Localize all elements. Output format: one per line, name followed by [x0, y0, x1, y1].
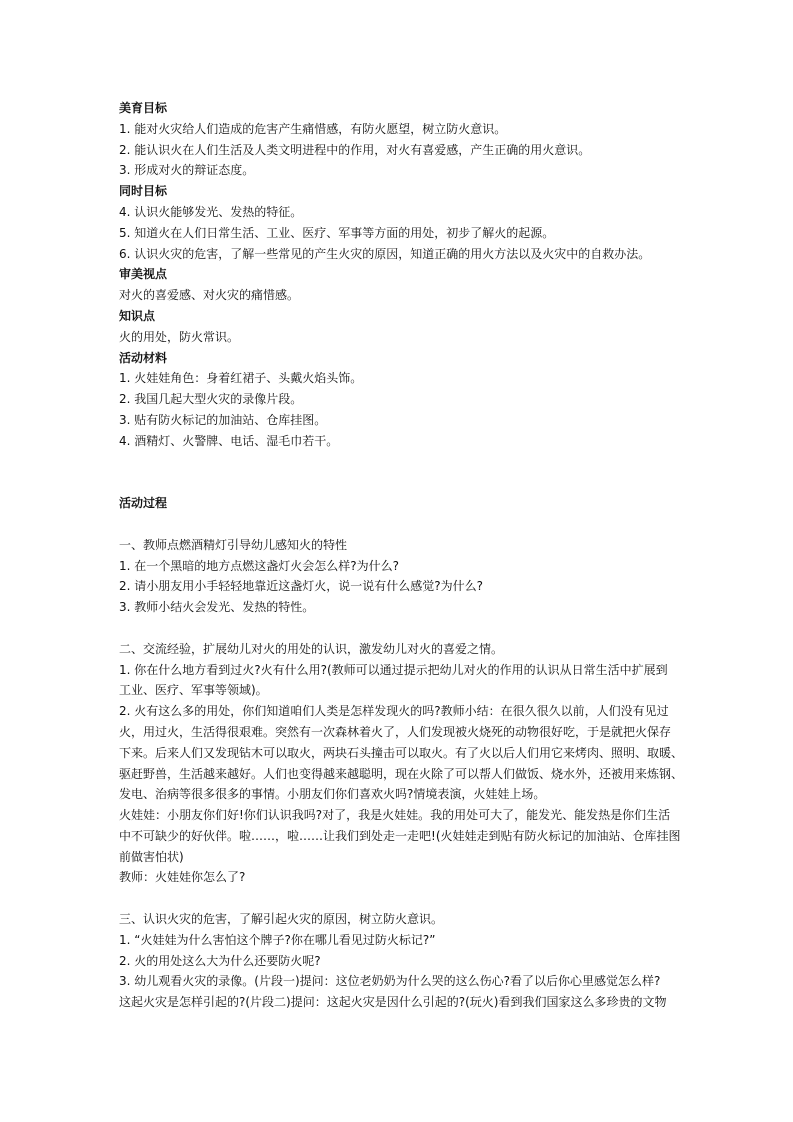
part-heading: 三、认识火灾的危害，了解引起火灾的原因，树立防火意识。 — [119, 912, 444, 927]
paragraph: 火的用处，防火常识。 — [119, 329, 240, 344]
text-line: 1. 你在什么地方看到过火?火有什么用?(教师可以通过提示把幼儿对火的作用的认识从日常生活中扩展到 — [119, 662, 668, 677]
list-item: 1. 能对火灾给人们造成的危害产生痛惜感，有防火愿望，树立防火意识。 — [119, 121, 507, 136]
text-line: 中不可缺少的好伙伴。啦……，啦……让我们到处走一走吧!(火娃娃走到贴有防火标记的加油站、仓库挂图 — [119, 828, 681, 843]
section-title-knowledge-point: 知识点 — [119, 308, 156, 323]
list-item: 3. 贴有防火标记的加油站、仓库挂图。 — [119, 412, 327, 427]
paragraph: 对火的喜爱感、对火灾的痛惜感。 — [119, 288, 300, 303]
section-title-activity-process: 活动过程 — [119, 496, 168, 511]
list-item: 2. 请小朋友用小手轻轻地靠近这盏灯火，说一说有什么感觉?为什么? — [119, 579, 484, 594]
text-line: 前做害怕状) — [119, 849, 184, 864]
document-page — [119, 98, 684, 1013]
part-heading: 二、交流经验，扩展幼儿对火的用处的认识，激发幼儿对火的喜爱之情。 — [119, 641, 504, 656]
list-item: 4. 认识火能够发光、发热的特征。 — [119, 204, 303, 219]
section-title-aesthetic-goals: 美育目标 — [119, 101, 168, 115]
text-line: 这起火灾是怎样引起的?(片段二)提问：这起火灾是因什么引起的?(玩火)看到我们国家这么多珍贵的文物 — [119, 995, 667, 1010]
text-line: 发电、治病等很多很多的事情。小朋友们你们喜欢火吗?情境表演，火娃娃上场。 — [119, 787, 546, 802]
section-title-concurrent-goals: 同时目标 — [119, 184, 168, 199]
section-title-aesthetic-viewpoint: 审美视点 — [119, 267, 168, 282]
text-line: 工业、医疗、军事等领域)。 — [119, 683, 268, 698]
list-item: 5. 知道火在人们日常生活、工业、医疗、军事等方面的用处，初步了解火的起源。 — [119, 225, 555, 240]
text-line: 驱赶野兽，生活越来越好。人们也变得越来越聪明，现在火除了可以帮人们做饭、烧水外，还被用来炼钢、 — [119, 766, 684, 781]
list-item: 2. 我国几起大型火灾的录像片段。 — [119, 392, 303, 407]
list-item: 1. 在一个黑暗的地方点燃这盏灯火会怎么样?为什么? — [119, 558, 400, 573]
list-item: 1. 火娃娃角色：身着红裙子、头戴火焰头饰。 — [119, 371, 363, 386]
text-line: 火，用过火，生活得很艰难。突然有一次森林着火了，人们发现被火烧死的动物很好吃，于是就把火保存 — [119, 724, 672, 739]
part-heading: 一、教师点燃酒精灯引导幼儿感知火的特性 — [119, 537, 348, 552]
list-item: 6. 认识火灾的危害，了解一些常见的产生火灾的原因，知道正确的用火方法以及火灾中的自救办法。 — [119, 246, 651, 261]
section-title-materials: 活动材料 — [119, 350, 168, 365]
text-line: 1. “火娃娃为什么害怕这个牌子?你在哪儿看见过防火标记?” — [119, 932, 436, 947]
text-line: 火娃娃：小朋友你们好!你们认识我吗?对了，我是火娃娃。我的用处可大了，能发光、能发热是你们生活 — [119, 808, 671, 823]
list-item: 3. 形成对火的辩证态度。 — [119, 163, 255, 178]
text-line: 2. 火的用处这么大为什么还要防火呢? — [119, 953, 321, 968]
list-item: 2. 能认识火在人们生活及人类文明进程中的作用，对火有喜爱感，产生正确的用火意识。 — [119, 142, 591, 157]
list-item: 4. 酒精灯、火警牌、电话、湿毛巾若干。 — [119, 433, 339, 448]
text-line: 教师：火娃娃你怎么了? — [119, 870, 246, 885]
text-line: 3. 幼儿观看火灾的录像。(片段一)提问：这位老奶奶为什么哭的这么伤心?看了以后你心里感觉怎么样? — [119, 974, 661, 989]
list-item: 3. 教师小结火会发光、发热的特性。 — [119, 600, 315, 615]
text-line: 2. 火有这么多的用处，你们知道咱们人类是怎样发现火的吗?教师小结：在很久很久以前，人们没有见过 — [119, 704, 669, 719]
text-line: 下来。后来人们又发现钻木可以取火，两块石头撞击可以取火。有了火以后人们用它来烤肉、照明、取暖、 — [119, 745, 684, 760]
